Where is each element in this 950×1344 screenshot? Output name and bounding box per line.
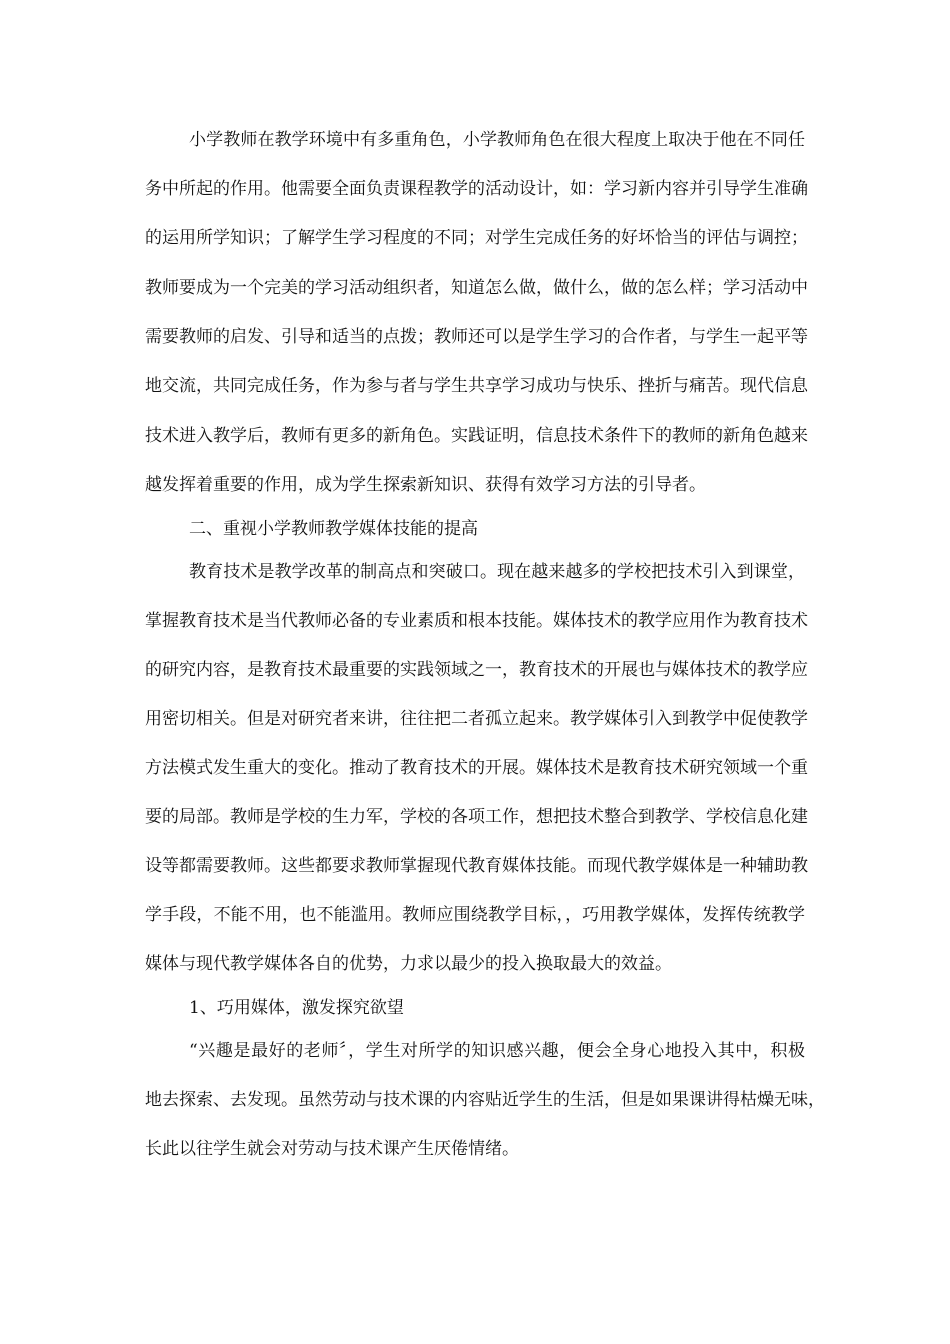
paragraph-1-line-2: 务中所起的作用。他需要全面负责课程教学的活动设计，如：学习新内容并引导学生准确	[145, 179, 808, 199]
paragraph-2-line-1: 教育技术是教学改革的制高点和突破口。现在越来越多的学校把技术引入到课堂，	[189, 562, 805, 582]
paragraph-2-line-4: 用密切相关。但是对研究者来讲，往往把二者孤立起来。教学媒体引入到教学中促使教学	[145, 709, 808, 729]
paragraph-2-line-6: 要的局部。教师是学校的生力军，学校的各项工作，想把技术整合到教学、学校信息化建	[145, 807, 808, 827]
paragraph-1-line-7: 技术进入教学后，教师有更多的新角色。实践证明，信息技术条件下的教师的新角色越来	[145, 426, 808, 446]
paragraph-1-line-4: 教师要成为一个完美的学习活动组织者，知道怎么做，做什么，做的怎么样；学习活动中	[145, 278, 808, 298]
section-heading-3: 1、巧用媒体，激发探究欲望	[189, 998, 404, 1018]
paragraph-1-line-8: 越发挥着重要的作用，成为学生探索新知识、获得有效学习方法的引导者。	[145, 475, 706, 495]
paragraph-2-line-7: 设等都需要教师。这些都要求教师掌握现代教育媒体技能。而现代教学媒体是一种辅助教	[145, 856, 808, 876]
paragraph-2-line-9: 媒体与现代教学媒体各自的优势，力求以最少的投入换取最大的效益。	[145, 954, 672, 974]
paragraph-2-line-8: 学手段，不能不用，也不能滥用。教师应围绕教学目标，，巧用教学媒体，发挥传统教学	[145, 905, 805, 925]
paragraph-1-line-3: 的运用所学知识；了解学生学习程度的不同；对学生完成任务的好坏恰当的评估与调控；	[145, 228, 808, 248]
paragraph-1-line-5: 需要教师的启发、引导和适当的点拨；教师还可以是学生学习的合作者，与学生一起平等	[145, 327, 808, 347]
paragraph-1-line-6: 地交流，共同完成任务，作为参与者与学生共享学习成功与快乐、挫折与痛苦。现代信息	[145, 376, 808, 396]
section-heading-2: 二、重视小学教师教学媒体技能的提高	[189, 519, 478, 539]
paragraph-3-line-3: 长此以往学生就会对劳动与技术课产生厌倦情绪。	[145, 1139, 519, 1159]
paragraph-3-line-2: 地去探索、去发现。虽然劳动与技术课的内容贴近学生的生活，但是如果课讲得枯燥无味，	[145, 1090, 825, 1110]
paragraph-1-line-1: 小学教师在教学环境中有多重角色，小学教师角色在很大程度上取决于他在不同任	[189, 130, 805, 150]
paragraph-3-line-1: “兴趣是最好的老师〞，学生对所学的知识感兴趣，便会全身心地投入其中，积极	[189, 1041, 805, 1061]
paragraph-2-line-5: 方法模式发生重大的变化。推动了教育技术的开展。媒体技术是教育技术研究领域一个重	[145, 758, 808, 778]
paragraph-2-line-3: 的研究内容，是教育技术最重要的实践领域之一，教育技术的开展也与媒体技术的教学应	[145, 660, 808, 680]
paragraph-2-line-2: 掌握教育技术是当代教师必备的专业素质和根本技能。媒体技术的教学应用作为教育技术	[145, 611, 808, 631]
